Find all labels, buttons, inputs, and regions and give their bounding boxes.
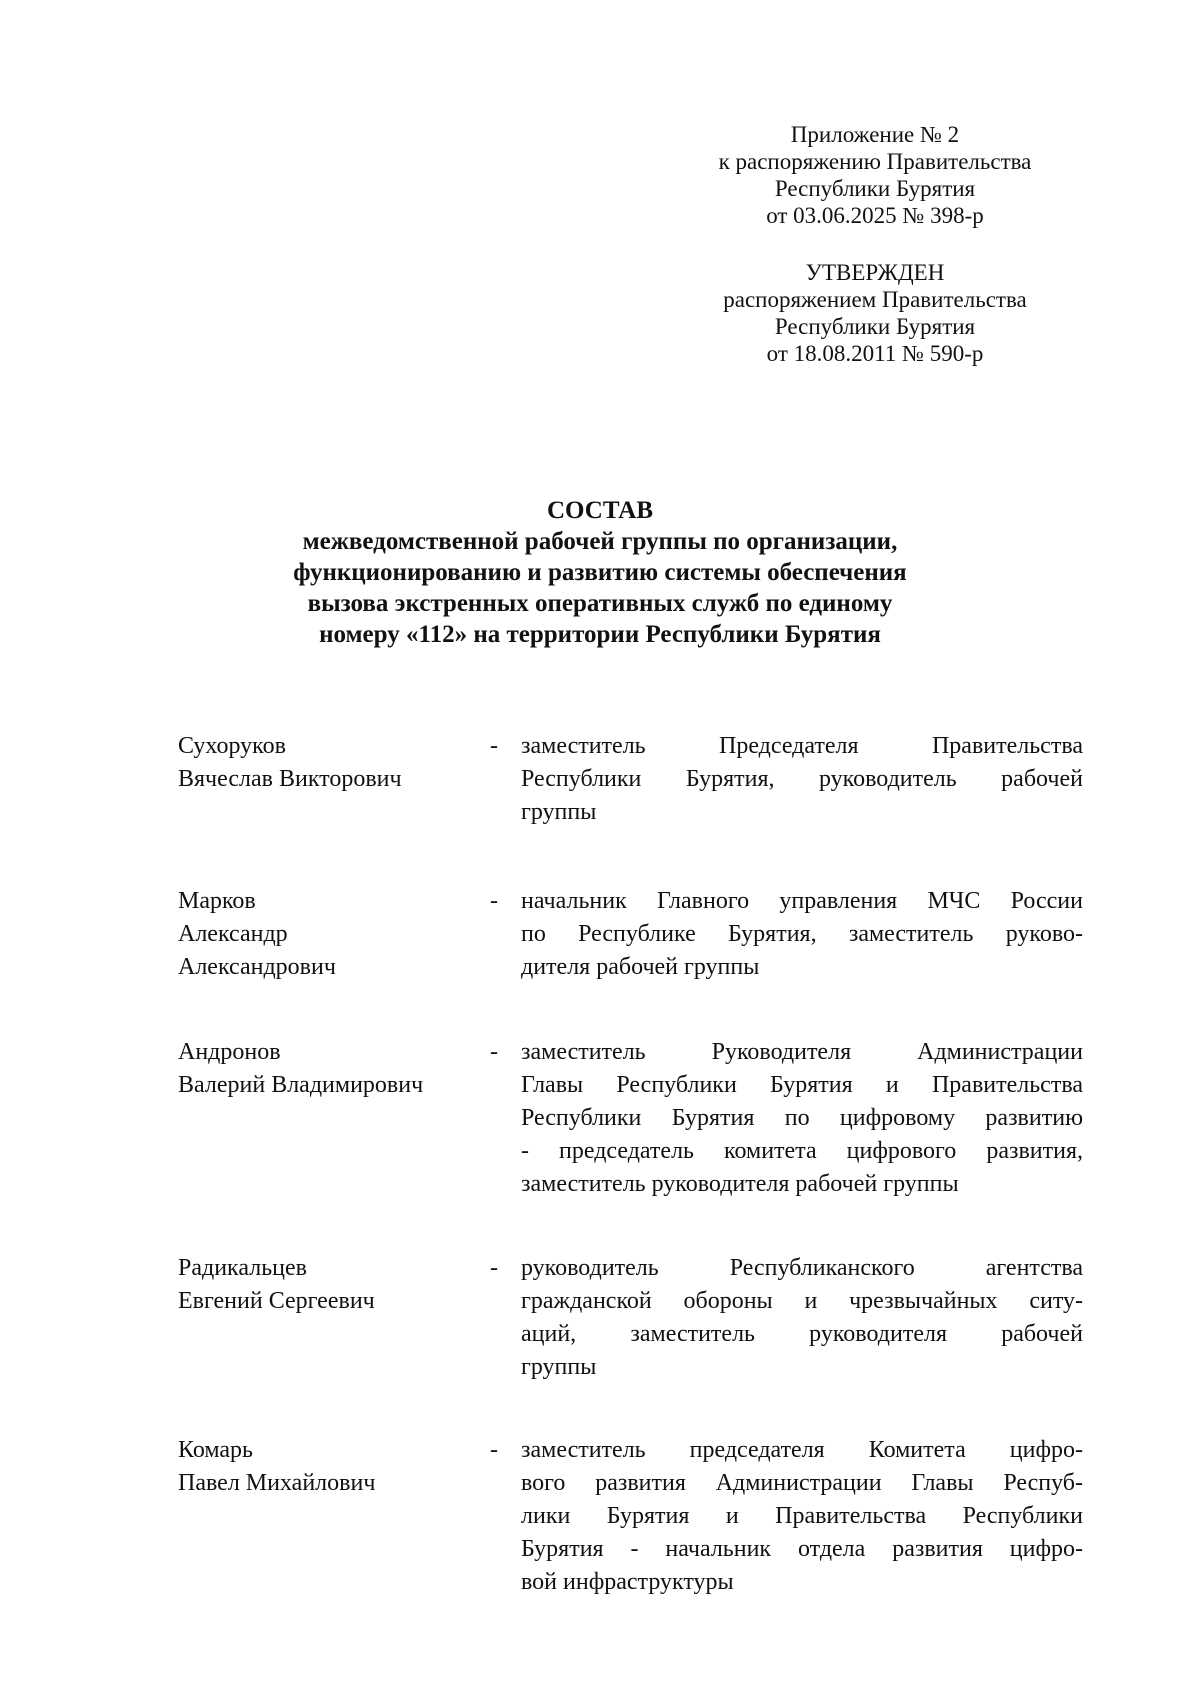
member-position: [521, 1036, 1083, 1201]
member-position-line: Бурятия - начальник отдела развития цифро-: [521, 1536, 1083, 1562]
member-position-line: аций, заместитель руководителя рабочей: [521, 1321, 1083, 1347]
member-position-line: вого развития Администрации Главы Респуб-: [521, 1470, 1083, 1496]
member-dash: -: [490, 1437, 498, 1463]
member-dash: -: [490, 1039, 498, 1065]
member-name: [178, 730, 478, 796]
member-position-line: гражданской обороны и чрезвычайных ситу-: [521, 1288, 1083, 1314]
member-dash: -: [490, 1255, 498, 1281]
member-dash: -: [490, 733, 498, 759]
member-position-line: заместитель Председателя Правительства: [521, 733, 1083, 759]
title-line: функционированию и развитию системы обеспечения: [293, 559, 907, 586]
title-line: номеру «112» на территории Республики Бурятия: [319, 621, 881, 648]
member-name-line: Марков: [178, 888, 256, 914]
member-position-line: заместитель Руководителя Администрации: [521, 1039, 1083, 1065]
member-position-line: начальник Главного управления МЧС России: [521, 888, 1083, 914]
member-position: [521, 730, 1083, 829]
approval-line: УТВЕРЖДЕН: [805, 260, 945, 285]
approval-line: распоряжением Правительства: [723, 287, 1027, 312]
member-position-line: - председатель комитета цифрового развития,: [521, 1138, 1083, 1164]
annex-line: Приложение № 2: [790, 122, 960, 147]
title-line: вызова экстренных оперативных служб по единому: [307, 590, 893, 617]
member-position-line: руководитель Республиканского агентства: [521, 1255, 1083, 1281]
approval-line: от 18.08.2011 № 590-р: [766, 341, 984, 366]
member-name: [178, 885, 478, 984]
approval-line: Республики Бурятия: [774, 314, 976, 339]
member-name-line: Павел Михайлович: [178, 1470, 376, 1496]
member-position-line: группы: [521, 799, 597, 825]
member-name-line: Александр: [178, 921, 288, 947]
approval-stamp: [710, 259, 1040, 367]
member-name-line: Комарь: [178, 1437, 253, 1463]
member-name-line: Евгений Сергеевич: [178, 1288, 375, 1314]
member-position-line: заместитель председателя Комитета цифро-: [521, 1437, 1083, 1463]
member-position: [521, 885, 1083, 984]
member-name-line: Валерий Владимирович: [178, 1072, 424, 1098]
member-name-line: Александрович: [178, 954, 336, 980]
member-position-line: Республики Бурятия, руководитель рабочей: [521, 766, 1083, 792]
member-position-line: дителя рабочей группы: [521, 954, 760, 980]
member-position-line: заместитель руководителя рабочей группы: [521, 1171, 959, 1197]
member-position-line: группы: [521, 1354, 597, 1380]
member-name: [178, 1036, 478, 1102]
member-name-line: Сухоруков: [178, 733, 286, 759]
member-position-line: по Республике Бурятия, заместитель руково-: [521, 921, 1083, 947]
member-dash: -: [490, 888, 498, 914]
member-name: [178, 1252, 478, 1318]
member-name-line: Радикальцев: [178, 1255, 307, 1281]
annex-header: [710, 121, 1040, 229]
member-position-line: Главы Республики Бурятия и Правительства: [521, 1072, 1083, 1098]
annex-line: к распоряжению Правительства: [718, 149, 1032, 174]
member-position: [521, 1252, 1083, 1384]
document-title: [200, 495, 1000, 650]
title-heading: СОСТАВ: [546, 497, 654, 524]
member-position-line: Республики Бурятия по цифровому развитию: [521, 1105, 1083, 1131]
member-position-line: вой инфраструктуры: [521, 1569, 734, 1595]
member-position-line: лики Бурятия и Правительства Республики: [521, 1503, 1083, 1529]
annex-line: от 03.06.2025 № 398-р: [766, 203, 984, 228]
member-position: [521, 1434, 1083, 1599]
member-name: [178, 1434, 478, 1500]
annex-line: Республики Бурятия: [774, 176, 976, 201]
member-name-line: Вячеслав Викторович: [178, 766, 402, 792]
title-line: межведомственной рабочей группы по организации,: [302, 528, 898, 555]
member-name-line: Андронов: [178, 1039, 281, 1065]
